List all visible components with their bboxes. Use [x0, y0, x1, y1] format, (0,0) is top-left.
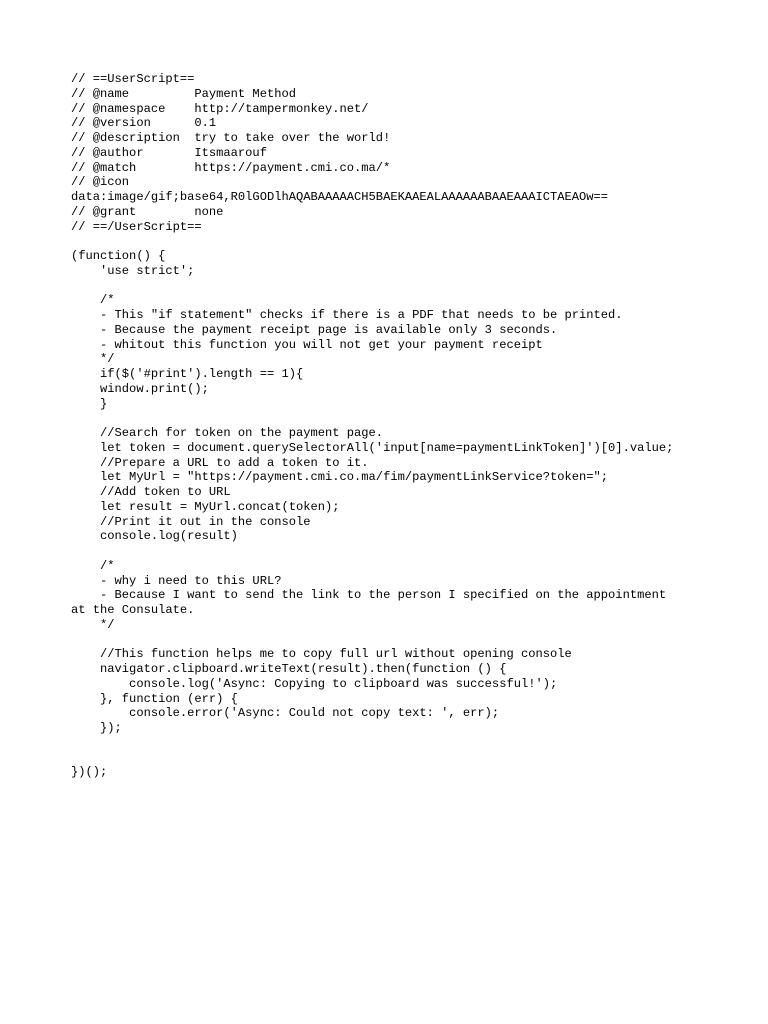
code-line: //Add token to URL: [71, 485, 231, 499]
code-line: console.log('Async: Copying to clipboard was successful!');: [71, 676, 558, 691]
code-line: - Because the payment receipt page is available only 3 seconds.: [71, 322, 558, 337]
code-line: // ==UserScript==: [71, 72, 195, 86]
code-block: [71, 72, 731, 780]
code-line: //This function helps me to copy full url without opening console: [71, 647, 572, 662]
code-line: [71, 234, 731, 249]
code-line: at the Consulate.: [71, 603, 195, 617]
code-line: // @icon: [71, 175, 130, 190]
code-line: /*: [71, 293, 115, 308]
code-line: */: [71, 617, 115, 632]
code-line: [71, 544, 731, 559]
code-line: if($('#print').length == 1){: [71, 367, 304, 381]
code-line: // @description try to take over the world!: [71, 131, 391, 145]
code-line: window.print();: [71, 381, 209, 396]
code-line: let token = document.querySelectorAll('input[name=paymentLinkToken]')[0].value;: [71, 440, 674, 455]
code-line: })();: [71, 765, 108, 780]
code-line: // @grant none: [71, 204, 224, 219]
code-line: }, function (err) {: [71, 691, 238, 706]
code-line: - Because I want to send the link to the person I specified on the appointment: [71, 588, 667, 603]
code-line: // ==/UserScript==: [71, 219, 202, 234]
code-line: let result = MyUrl.concat(token);: [71, 499, 340, 514]
code-line: //Search for token on the payment page.: [71, 426, 384, 440]
code-line: [71, 411, 731, 426]
code-line: [71, 633, 731, 648]
code-line: - whitout this function you will not get your payment receipt: [71, 337, 543, 352]
code-line: [71, 751, 731, 766]
code-line: console.error('Async: Could not copy text: ', err);: [71, 706, 500, 721]
code-line: // @author Itsmaarouf: [71, 145, 267, 160]
code-line: //Prepare a URL to add a token to it.: [71, 455, 369, 470]
code-line: // @version 0.1: [71, 116, 217, 131]
code-line: [71, 279, 731, 294]
code-line: let MyUrl = "https://payment.cmi.co.ma/fim/paymentLinkService?token=";: [71, 470, 609, 485]
code-line: // @match https://payment.cmi.co.ma/*: [71, 160, 391, 175]
code-line: // @name Payment Method: [71, 86, 296, 101]
code-line: //Print it out in the console: [71, 514, 311, 529]
code-line: - This "if statement" checks if there is a PDF that needs to be printed.: [71, 308, 623, 322]
code-line: [71, 736, 731, 751]
code-line: data:image/gif;base64,R0lGODlhAQABAAAAACH5BAEKAAEALAAAAAABAAEAAAICTAEAOw==: [71, 190, 609, 204]
code-line: }: [71, 396, 108, 411]
code-line: - why i need to this URL?: [71, 573, 282, 588]
code-line: navigator.clipboard.writeText(result).then(function () {: [71, 662, 507, 676]
code-line: });: [71, 721, 122, 735]
code-line: // @namespace http://tampermonkey.net/: [71, 101, 369, 116]
code-line: console.log(result): [71, 529, 238, 544]
code-line: (function() {: [71, 249, 166, 263]
code-line: /*: [71, 558, 115, 573]
code-line: 'use strict';: [71, 263, 195, 278]
code-line: */: [71, 352, 115, 367]
